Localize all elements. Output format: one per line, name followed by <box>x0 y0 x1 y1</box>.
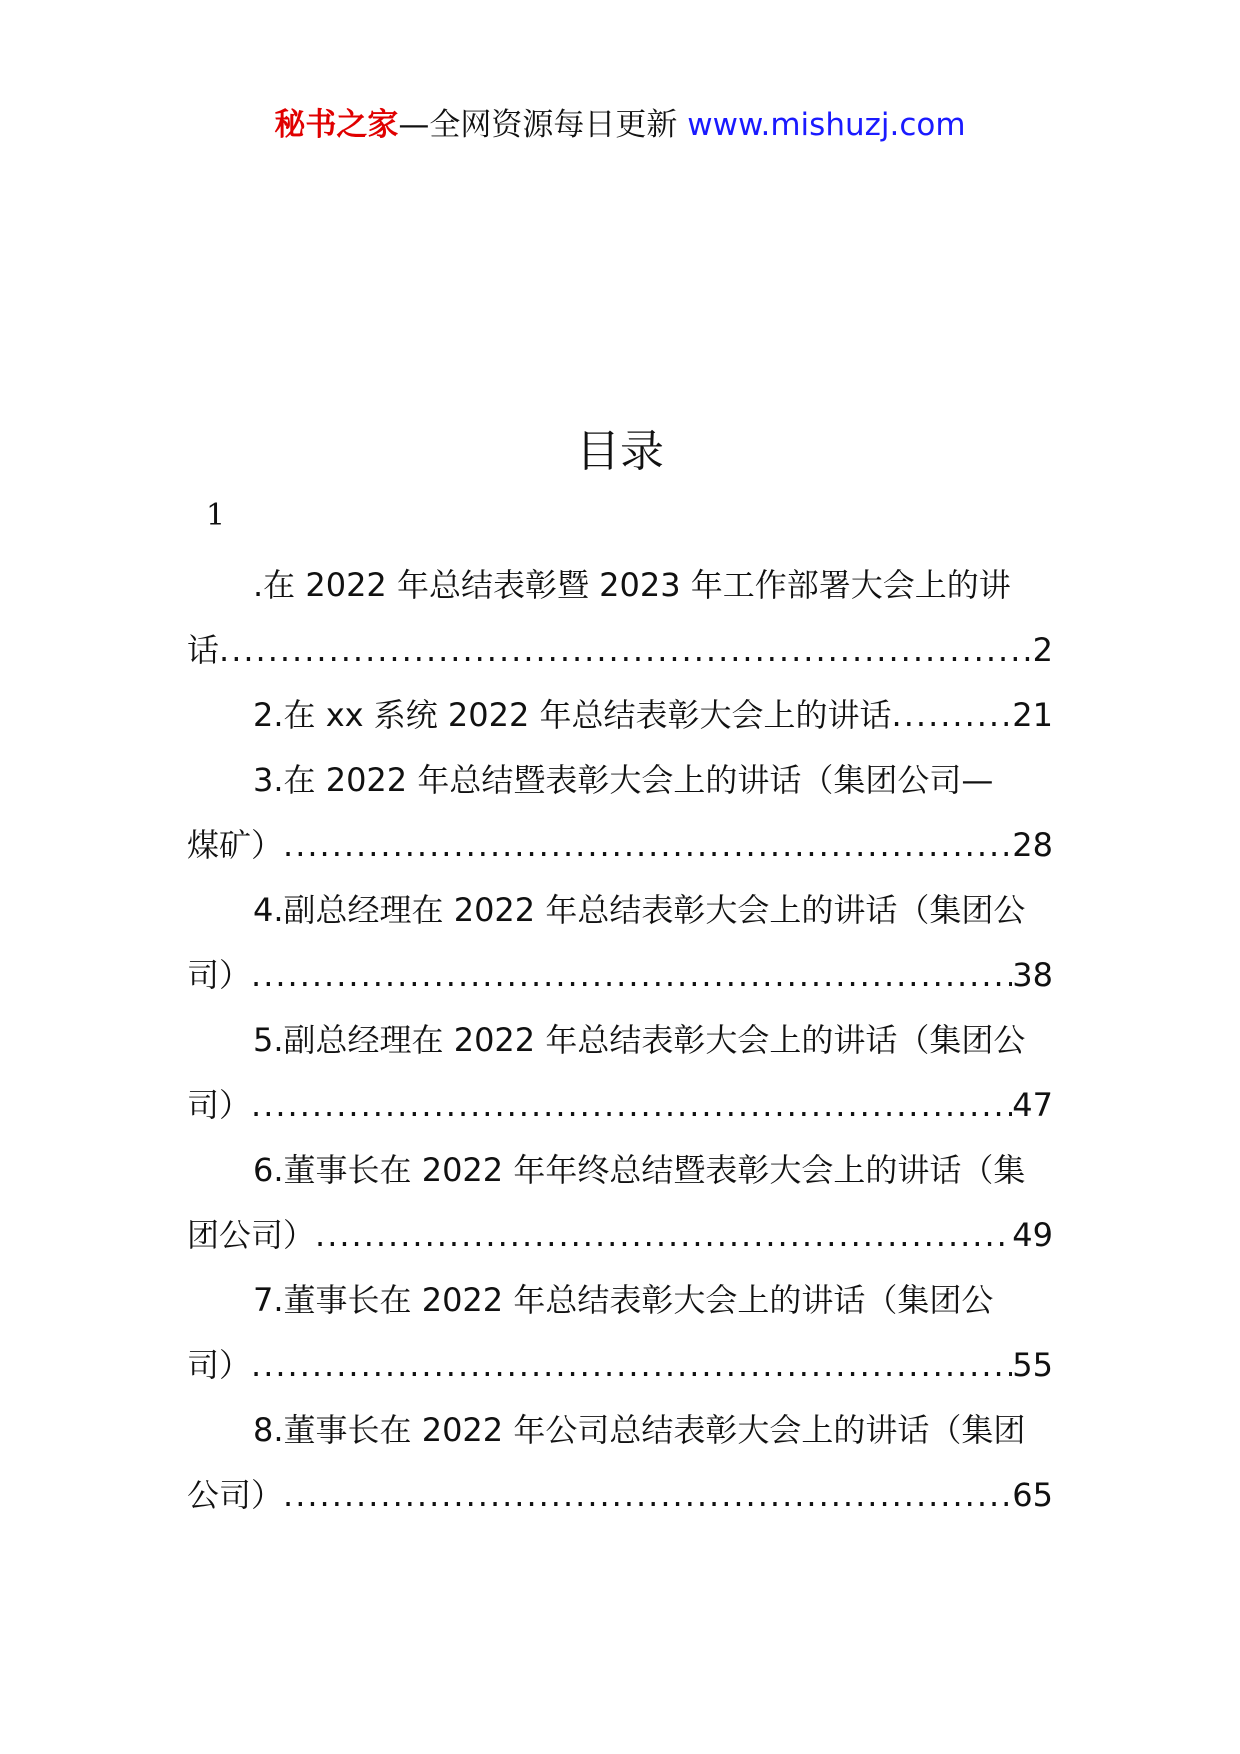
toc-entry-title: 5.副总经理在 2022 年总结表彰大会上的讲话（集团公 <box>253 1021 1026 1059</box>
dot-leader <box>283 1463 1012 1528</box>
toc-page-number: 28 <box>1012 826 1053 864</box>
dot-leader <box>892 683 1013 748</box>
toc-entry-title-line <box>187 553 1053 618</box>
dot-leader <box>219 618 1033 683</box>
toc-page-number: 65 <box>1012 1476 1053 1514</box>
brand-name: 秘书之家 <box>274 107 399 143</box>
toc-entry-title-line <box>187 748 1053 813</box>
toc-entry-title: 7.董事长在 2022 年总结表彰大会上的讲话（集团公 <box>253 1281 994 1319</box>
toc-entry-leader-line <box>187 1463 1053 1528</box>
toc-entry-leader-line <box>187 1203 1053 1268</box>
toc-page-number: 38 <box>1012 956 1053 994</box>
toc-entry-title-cont: 话 <box>187 631 220 669</box>
toc-entry-1[interactable] <box>187 553 1053 683</box>
toc-entry-title-cont: 司） <box>187 1086 252 1124</box>
toc-entry-title-cont: 团公司） <box>187 1216 316 1254</box>
dot-leader <box>251 943 1012 1008</box>
toc-entry-title: 4.副总经理在 2022 年总结表彰大会上的讲话（集团公 <box>253 891 1026 929</box>
dot-leader <box>315 1203 1012 1268</box>
toc-entry-title-line <box>187 878 1053 943</box>
toc-entry-2[interactable] <box>187 683 1053 748</box>
toc-number: 1 <box>206 498 226 533</box>
table-of-contents <box>187 553 1053 1528</box>
toc-entry-title: 3.在 2022 年总结暨表彰大会上的讲话（集团公司— <box>253 761 994 799</box>
toc-entry-7[interactable] <box>187 1268 1053 1398</box>
toc-entry-title-cont: 司） <box>187 956 252 994</box>
toc-entry-4[interactable] <box>187 878 1053 1008</box>
toc-page-number: 21 <box>1012 696 1053 734</box>
toc-page-number: 47 <box>1012 1086 1053 1124</box>
toc-entry-leader-line <box>187 683 1053 748</box>
toc-entry-title: .在 2022 年总结表彰暨 2023 年工作部署大会上的讲 <box>253 566 1011 604</box>
toc-entry-8[interactable] <box>187 1398 1053 1528</box>
toc-entry-title-line <box>187 1398 1053 1463</box>
toc-entry-3[interactable] <box>187 748 1053 878</box>
toc-entry-title: 8.董事长在 2022 年公司总结表彰大会上的讲话（集团 <box>253 1411 1026 1449</box>
toc-entry-title-cont: 司） <box>187 1346 252 1384</box>
toc-entry-leader-line <box>187 1333 1053 1398</box>
toc-entry-leader-line <box>187 1073 1053 1138</box>
toc-entry-title-line <box>187 1268 1053 1333</box>
toc-entry-title-cont: 公司） <box>187 1476 284 1514</box>
toc-entry-title: 2.在 xx 系统 2022 年总结表彰大会上的讲话 <box>253 696 892 734</box>
toc-entry-title-cont: 煤矿） <box>187 826 284 864</box>
toc-entry-leader-line <box>187 943 1053 1008</box>
dot-leader <box>283 813 1012 878</box>
toc-entry-title-line <box>187 1138 1053 1203</box>
dot-leader <box>251 1333 1012 1398</box>
site-header <box>0 103 1240 147</box>
toc-entry-5[interactable] <box>187 1008 1053 1138</box>
site-url-link[interactable]: www.mishuzj.com <box>687 107 966 143</box>
toc-entry-leader-line <box>187 618 1053 683</box>
dot-leader <box>251 1073 1012 1138</box>
toc-entry-title: 6.董事长在 2022 年年终总结暨表彰大会上的讲话（集 <box>253 1151 1026 1189</box>
toc-entry-leader-line <box>187 813 1053 878</box>
toc-page-number: 2 <box>1032 631 1053 669</box>
header-tagline: —全网资源每日更新 <box>398 107 688 143</box>
toc-page-number: 49 <box>1012 1216 1053 1254</box>
toc-entry-title-line <box>187 1008 1053 1073</box>
toc-page-number: 55 <box>1012 1346 1053 1384</box>
toc-title: 目录 <box>576 426 664 477</box>
toc-entry-6[interactable] <box>187 1138 1053 1268</box>
